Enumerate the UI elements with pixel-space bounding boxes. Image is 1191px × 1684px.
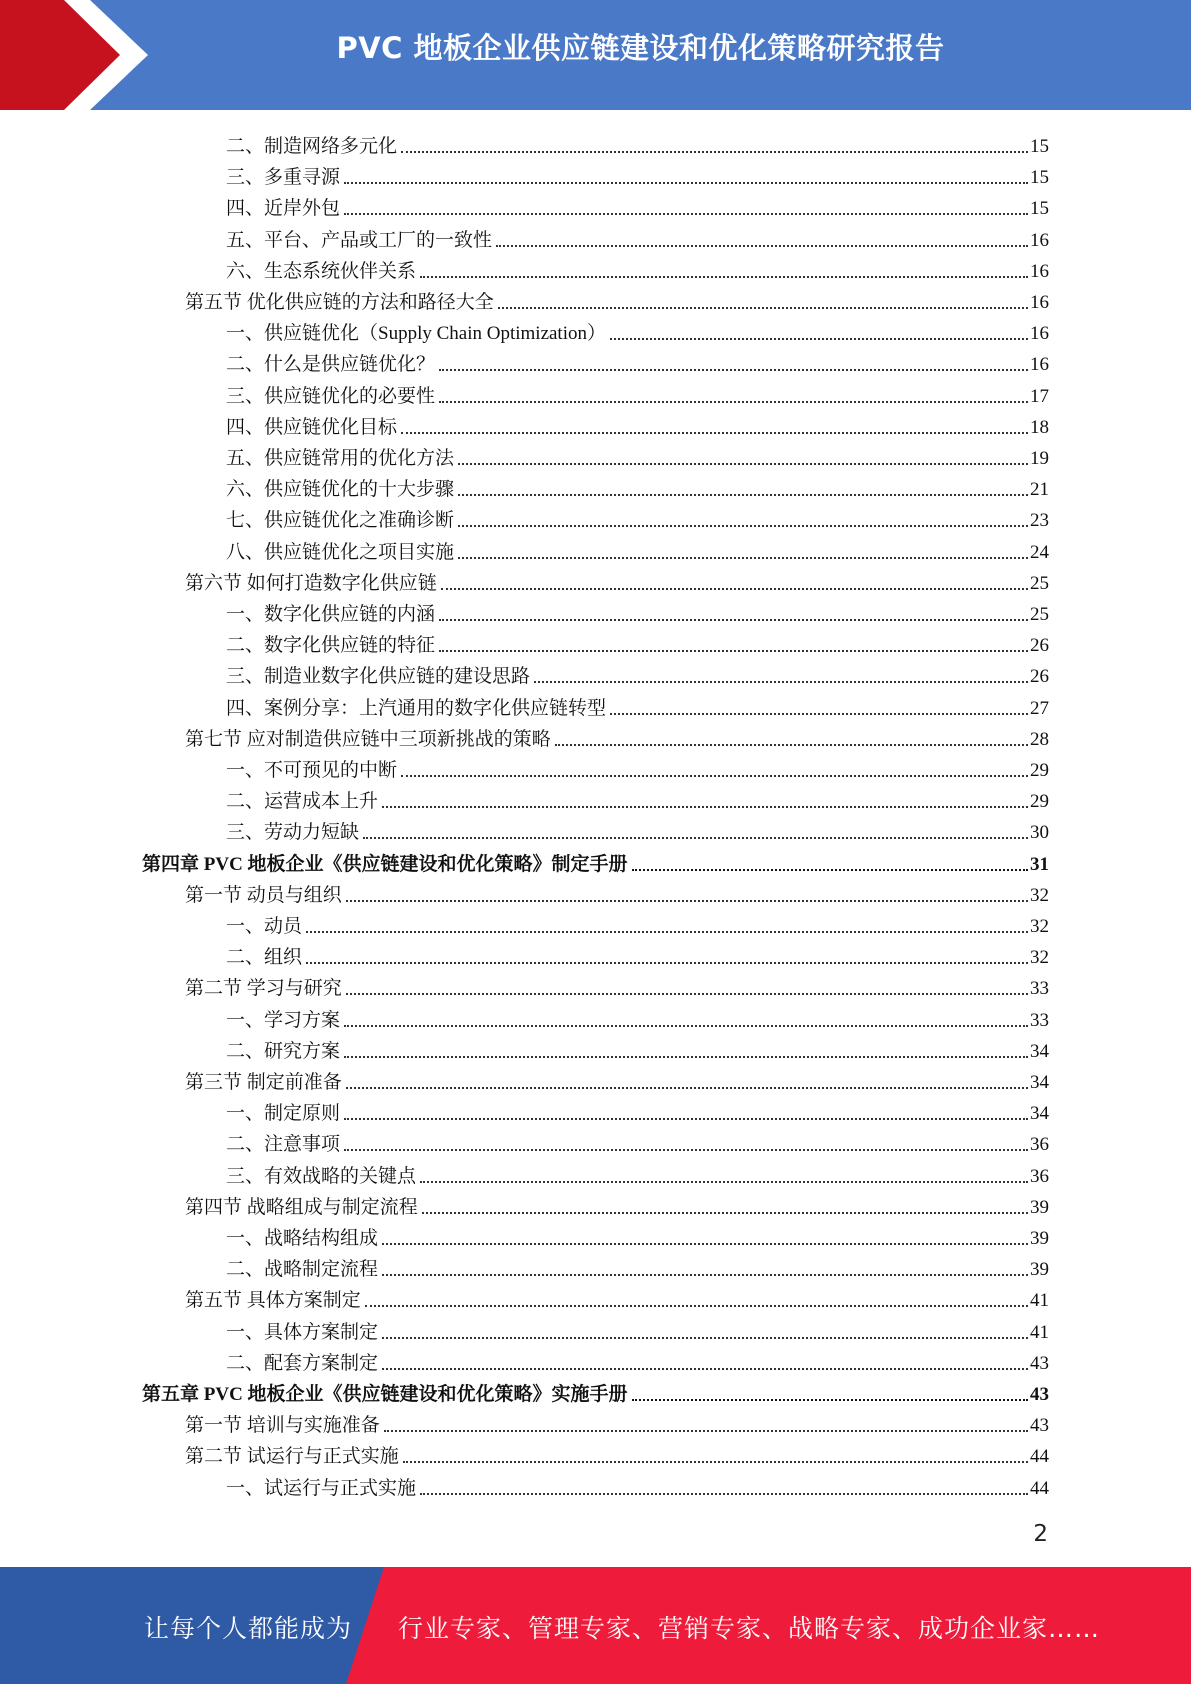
- toc-subsection-entry[interactable]: [226, 908, 1049, 939]
- toc-entry-label: 三、有效战略的关键点: [226, 1165, 417, 1187]
- footer-slogan-left: 让每个人都能成为: [144, 1614, 353, 1643]
- toc-section-entry[interactable]: [185, 1438, 1049, 1469]
- toc-subsection-entry[interactable]: [226, 814, 1049, 845]
- toc-subsection-entry[interactable]: [226, 409, 1049, 440]
- toc-dot-leader: [439, 400, 1028, 403]
- toc-entry-page: 18: [1030, 416, 1049, 438]
- toc-dot-leader: [401, 774, 1028, 777]
- toc-chapter-entry[interactable]: [142, 846, 1049, 877]
- toc-dot-leader: [365, 1304, 1028, 1307]
- toc-dot-leader: [422, 1211, 1028, 1214]
- toc-entry-label: 四、供应链优化目标: [226, 416, 398, 438]
- toc-entry-label: 三、劳动力短缺: [226, 822, 360, 844]
- toc-entry-label: 一、战略结构组成: [226, 1228, 379, 1249]
- toc-entry-page: 16: [1030, 229, 1049, 251]
- toc-entry-label: 第五章 PVC 地板企业《供应链建设和优化策略》实施手册: [142, 1384, 628, 1405]
- toc-subsection-entry[interactable]: [226, 1033, 1049, 1064]
- toc-entry-label: 三、供应链优化的必要性: [226, 385, 436, 407]
- toc-entry-page: 39: [1030, 1228, 1049, 1249]
- toc-subsection-entry[interactable]: [226, 690, 1049, 721]
- toc-entry-label: 第五节 具体方案制定: [185, 1290, 361, 1312]
- toc-dot-leader: [344, 1148, 1028, 1151]
- toc-entry-page: 15: [1030, 136, 1049, 157]
- toc-entry-page: 33: [1030, 978, 1049, 1000]
- toc-entry-label: 二、制造网络多元化: [226, 136, 398, 157]
- toc-subsection-entry[interactable]: [226, 502, 1049, 533]
- toc-entry-label: 七、供应链优化之准确诊断: [226, 510, 455, 532]
- toc-dot-leader: [382, 1242, 1028, 1245]
- toc-entry-page: 29: [1030, 791, 1049, 813]
- toc-entry-page: 32: [1030, 884, 1049, 906]
- toc-subsection-entry[interactable]: [226, 752, 1049, 783]
- toc-entry-page: 16: [1030, 354, 1049, 376]
- toc-entry-label: 六、生态系统伙伴关系: [226, 260, 417, 282]
- toc-subsection-entry[interactable]: [226, 658, 1049, 689]
- toc-entry-label: 二、数字化供应链的特征: [226, 635, 436, 657]
- toc-entry-label: 一、制定原则: [226, 1103, 341, 1125]
- toc-entry-label: 二、战略制定流程: [226, 1259, 379, 1281]
- page-header: [0, 0, 1191, 110]
- toc-entry-label: 五、供应链常用的优化方法: [226, 448, 455, 469]
- toc-dot-leader: [401, 431, 1028, 434]
- toc-section-entry[interactable]: [185, 721, 1049, 752]
- toc-entry-page: 34: [1030, 1040, 1049, 1062]
- toc-subsection-entry[interactable]: [226, 596, 1049, 627]
- toc-entry-label: 二、组织: [226, 947, 303, 969]
- toc-entry-page: 28: [1030, 728, 1049, 750]
- toc-entry-label: 第一节 培训与实施准备: [185, 1415, 380, 1437]
- toc-dot-leader: [420, 1492, 1028, 1495]
- toc-section-entry[interactable]: [185, 1189, 1049, 1220]
- toc-dot-leader: [382, 1273, 1028, 1276]
- toc-entry-label: 三、多重寻源: [226, 167, 341, 189]
- toc-dot-leader: [420, 275, 1028, 278]
- toc-entry-page: 43: [1030, 1415, 1049, 1437]
- toc-dot-leader: [403, 1460, 1028, 1463]
- toc-subsection-entry[interactable]: [226, 471, 1049, 502]
- toc-entry-page: 32: [1030, 916, 1049, 937]
- toc-entry-label: 二、什么是供应链优化？: [226, 354, 436, 376]
- toc-entry-page: 33: [1030, 1009, 1049, 1031]
- toc-entry-label: 二、运营成本上升: [226, 791, 379, 813]
- toc-dot-leader: [441, 587, 1028, 590]
- toc-subsection-entry[interactable]: [226, 190, 1049, 221]
- toc-entry-label: 六、供应链优化的十大步骤: [226, 479, 455, 501]
- toc-dot-leader: [458, 556, 1028, 559]
- toc-dot-leader: [439, 368, 1028, 371]
- toc-subsection-entry[interactable]: [226, 253, 1049, 284]
- header-chevron-decoration: [0, 0, 152, 110]
- toc-subsection-entry[interactable]: [226, 783, 1049, 814]
- toc-entry-label: 二、注意事项: [226, 1134, 341, 1156]
- toc-dot-leader: [346, 992, 1028, 995]
- toc-dot-leader: [458, 524, 1028, 527]
- toc-entry-page: 29: [1030, 760, 1049, 781]
- toc-entry-page: 43: [1030, 1384, 1049, 1405]
- toc-entry-label: 二、研究方案: [226, 1040, 341, 1062]
- toc-dot-leader: [346, 899, 1028, 902]
- toc-entry-page: 26: [1030, 666, 1049, 688]
- toc-entry-label: 一、学习方案: [226, 1009, 341, 1031]
- toc-subsection-entry[interactable]: [226, 1126, 1049, 1157]
- toc-dot-leader: [344, 212, 1028, 215]
- toc-entry-label: 四、案例分享：上汽通用的数字化供应链转型: [226, 697, 607, 719]
- document-title: PVC 地板企业供应链建设和优化策略研究报告: [336, 31, 945, 65]
- toc-section-entry[interactable]: [185, 284, 1049, 315]
- toc-subsection-entry[interactable]: [226, 1220, 1049, 1251]
- toc-dot-leader: [610, 337, 1028, 340]
- toc-subsection-entry[interactable]: [226, 939, 1049, 970]
- toc-section-entry[interactable]: [185, 877, 1049, 908]
- toc-entry-label: 一、不可预见的中断: [226, 760, 398, 781]
- toc-dot-leader: [346, 1086, 1028, 1089]
- toc-entry-label: 三、制造业数字化供应链的建设思路: [226, 666, 531, 688]
- toc-subsection-entry[interactable]: [226, 1345, 1049, 1376]
- toc-entry-label: 第七节 应对制造供应链中三项新挑战的策略: [185, 728, 551, 750]
- toc-entry-page: 19: [1030, 448, 1049, 469]
- toc-subsection-entry[interactable]: [226, 1158, 1049, 1189]
- toc-entry-label: 五、平台、产品或工厂的一致性: [226, 229, 493, 251]
- toc-section-entry[interactable]: [185, 1064, 1049, 1095]
- toc-entry-label: 四、近岸外包: [226, 198, 341, 220]
- toc-entry-label: 一、试运行与正式实施: [226, 1477, 417, 1499]
- toc-dot-leader: [363, 836, 1028, 839]
- toc-subsection-entry[interactable]: [226, 1251, 1049, 1282]
- toc-subsection-entry[interactable]: [226, 534, 1049, 565]
- toc-entry-label: 第二节 试运行与正式实施: [185, 1446, 399, 1468]
- toc-dot-leader: [534, 680, 1028, 683]
- toc-subsection-entry[interactable]: [226, 222, 1049, 253]
- footer-slogan-right: 行业专家、管理专家、营销专家、战略专家、成功企业家……: [398, 1614, 1101, 1643]
- toc-entry-label: 第六节 如何打造数字化供应链: [185, 572, 437, 594]
- toc-entry-page: 31: [1030, 853, 1049, 875]
- toc-entry-page: 34: [1030, 1072, 1049, 1093]
- toc-entry-label: 二、配套方案制定: [226, 1352, 379, 1374]
- toc-entry-page: 44: [1030, 1446, 1049, 1468]
- toc-entry-page: 43: [1030, 1352, 1049, 1374]
- toc-section-entry[interactable]: [185, 1282, 1049, 1313]
- toc-entry-page: 23: [1030, 510, 1049, 532]
- toc-dot-leader: [610, 712, 1028, 715]
- toc-section-entry[interactable]: [185, 1407, 1049, 1438]
- toc-dot-leader: [458, 493, 1028, 496]
- toc-subsection-entry[interactable]: [226, 1314, 1049, 1345]
- toc-subsection-entry[interactable]: [226, 627, 1049, 658]
- toc-entry-page: 16: [1030, 323, 1049, 345]
- toc-entry-page: 36: [1030, 1134, 1049, 1156]
- toc-subsection-entry[interactable]: [226, 128, 1049, 159]
- toc-entry-page: 44: [1030, 1477, 1049, 1499]
- toc-subsection-entry[interactable]: [226, 1002, 1049, 1033]
- toc-entry-label: 第五节 优化供应链的方法和路径大全: [185, 292, 494, 313]
- toc-entry-label: 第四章 PVC 地板企业《供应链建设和优化策略》制定手册: [142, 853, 628, 875]
- toc-dot-leader: [382, 1367, 1028, 1370]
- toc-entry-page: 39: [1030, 1259, 1049, 1281]
- toc-entry-page: 25: [1030, 604, 1049, 625]
- toc-subsection-entry[interactable]: [226, 346, 1049, 377]
- toc-subsection-entry[interactable]: [226, 159, 1049, 190]
- toc-dot-leader: [439, 649, 1028, 652]
- toc-subsection-entry[interactable]: [226, 378, 1049, 409]
- toc-dot-leader: [439, 618, 1028, 621]
- toc-entry-page: 24: [1030, 541, 1049, 563]
- toc-dot-leader: [344, 1055, 1028, 1058]
- page-number: 2: [1033, 1521, 1048, 1547]
- toc-dot-leader: [382, 805, 1028, 808]
- toc-dot-leader: [306, 930, 1028, 933]
- toc-entry-label: 第二节 学习与研究: [185, 978, 342, 1000]
- toc-entry-page: 15: [1030, 198, 1049, 220]
- toc-dot-leader: [306, 961, 1028, 964]
- toc-subsection-entry[interactable]: [226, 315, 1049, 346]
- toc-entry-page: 34: [1030, 1103, 1049, 1125]
- toc-entry-page: 30: [1030, 822, 1049, 844]
- toc-subsection-entry[interactable]: [226, 440, 1049, 471]
- toc-entry-page: 41: [1030, 1321, 1049, 1343]
- toc-entry-page: 17: [1030, 385, 1049, 407]
- toc-entry-page: 41: [1030, 1290, 1049, 1312]
- toc-entry-page: 27: [1030, 697, 1049, 719]
- toc-entry-page: 15: [1030, 167, 1049, 189]
- toc-dot-leader: [420, 1180, 1028, 1183]
- toc-dot-leader: [401, 150, 1028, 153]
- toc-dot-leader: [632, 1398, 1028, 1401]
- toc-dot-leader: [632, 868, 1028, 871]
- toc-entry-label: 一、动员: [226, 916, 303, 937]
- toc-entry-label: 第四节 战略组成与制定流程: [185, 1196, 418, 1218]
- toc-entry-page: 39: [1030, 1196, 1049, 1218]
- toc-dot-leader: [555, 743, 1028, 746]
- toc-chapter-entry[interactable]: [142, 1376, 1049, 1407]
- toc-dot-leader: [344, 1117, 1028, 1120]
- toc-entry-label: 一、具体方案制定: [226, 1321, 379, 1343]
- page-footer: [0, 1567, 1191, 1684]
- toc-entry-label: 一、数字化供应链的内涵: [226, 604, 436, 625]
- toc-entry-page: 16: [1030, 260, 1049, 282]
- toc-dot-leader: [498, 306, 1028, 309]
- toc-dot-leader: [344, 1024, 1028, 1027]
- toc-entry-label: 八、供应链优化之项目实施: [226, 541, 455, 563]
- toc-entry-page: 25: [1030, 572, 1049, 594]
- toc-entry-label: 第三节 制定前准备: [185, 1072, 342, 1093]
- toc-subsection-entry[interactable]: [226, 1470, 1049, 1501]
- toc-entry-page: 26: [1030, 635, 1049, 657]
- toc-dot-leader: [344, 181, 1028, 184]
- toc-dot-leader: [458, 462, 1028, 465]
- toc-section-entry[interactable]: [185, 565, 1049, 596]
- toc-dot-leader: [382, 1336, 1028, 1339]
- toc-entry-page: 32: [1030, 947, 1049, 969]
- toc-entry-label: 第一节 动员与组织: [185, 884, 342, 906]
- toc-entry-page: 21: [1030, 479, 1049, 501]
- toc-entry-page: 36: [1030, 1165, 1049, 1187]
- toc-dot-leader: [384, 1429, 1028, 1432]
- toc-entry-page: 16: [1030, 292, 1049, 313]
- toc-subsection-entry[interactable]: [226, 1095, 1049, 1126]
- toc-entry-label: 一、供应链优化（Supply Chain Optimization）: [226, 323, 606, 345]
- toc-section-entry[interactable]: [185, 970, 1049, 1001]
- toc-dot-leader: [496, 244, 1028, 247]
